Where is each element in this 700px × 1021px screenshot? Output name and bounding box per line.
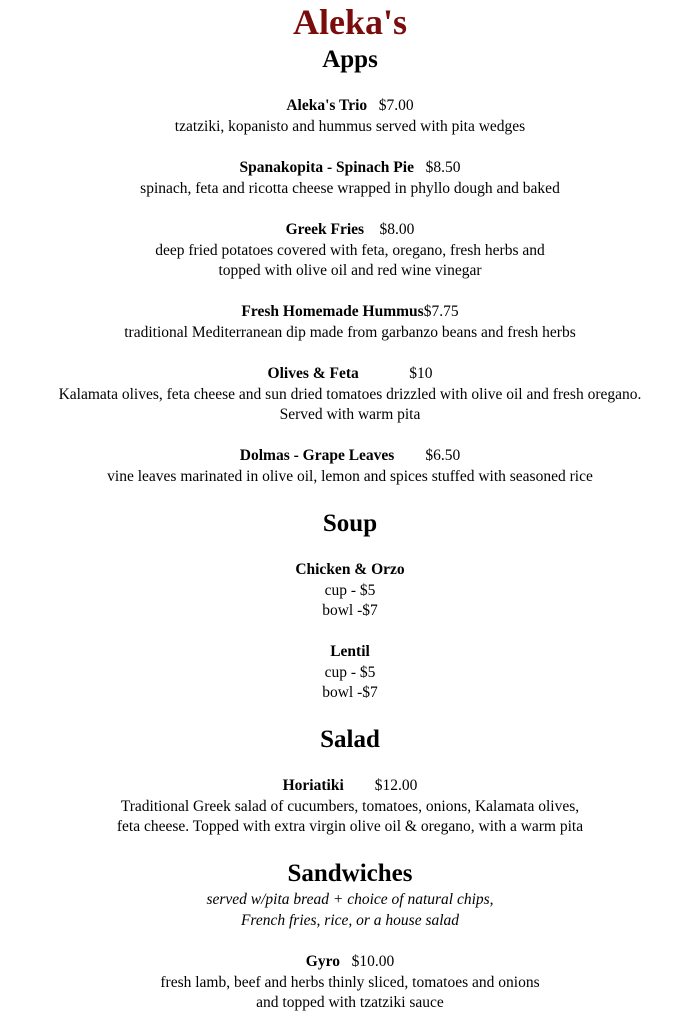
item-price: $7.75 [423,303,459,320]
item-description: fresh lamb, beef and herbs thinly sliced, tomatoes and onions [160,973,540,991]
item-description: vine leaves marinated in olive oil, lemon and spices stuffed with seasoned rice [107,467,593,485]
item-price: $6.50 [425,447,461,464]
section-title-sandwiches: Sandwiches [287,860,413,887]
item-description: topped with olive oil and red wine vinegar [218,262,482,279]
item-description: Kalamata olives, feta cheese and sun dried tomatoes drizzled with olive oil and fresh oregano. [58,385,642,403]
item-price: $10 [409,365,433,382]
menu-item-alekas-trio [0,96,700,137]
sandwiches-note [0,890,700,931]
menu-item-greek-fries [0,220,700,282]
item-name: Aleka's Trio [286,97,368,114]
section-title-salad: Salad [320,726,380,753]
item-description: spinach, feta and ricotta cheese wrapped in phyllo dough and baked [140,179,560,197]
item-price: $7.00 [378,97,414,114]
item-name: Chicken & Orzo [295,561,405,578]
item-size-cup: cup - $5 [324,663,376,681]
menu-item-horiatiki [0,776,700,838]
menu-item-gyro [0,952,700,1014]
item-size-bowl: bowl -$7 [322,684,378,701]
item-size-bowl: bowl -$7 [322,602,378,619]
item-price: $8.00 [379,221,415,238]
item-name: Dolmas - Grape Leaves [239,447,395,464]
item-price: $8.50 [425,159,461,176]
restaurant-name: Aleka's [292,2,407,42]
item-description: Served with warm pita [279,406,421,423]
section-title-apps: Apps [322,46,378,73]
item-name: Greek Fries [285,221,365,238]
item-name: Gyro [305,953,340,970]
item-price: $12.00 [374,777,418,794]
note-line: French fries, rice, or a house salad [240,911,460,929]
note-line: served w/pita bread + choice of natural chips, [206,891,494,908]
item-name: Fresh Homemade Hummus [241,303,424,320]
item-description: and topped with tzatziki sauce [256,994,444,1011]
item-description: tzatziki, kopanisto and hummus served with pita wedges [174,117,526,135]
menu-item-lentil [0,642,700,704]
menu-item-spanakopita [0,158,700,199]
menu-item-hummus [0,302,700,343]
item-description: traditional Mediterranean dip made from garbanzo beans and fresh herbs [124,323,576,341]
item-name: Spanakopita - Spinach Pie [239,159,414,176]
item-name: Olives & Feta [267,365,359,382]
item-description: Traditional Greek salad of cucumbers, tomatoes, onions, Kalamata olives, [120,797,580,815]
item-name: Horiatiki [282,777,344,794]
item-description: feta cheese. Topped with extra virgin olive oil & oregano, with a warm pita [116,818,584,835]
menu-item-olives-feta [0,364,700,426]
item-name: Lentil [330,643,370,660]
item-description: deep fried potatoes covered with feta, oregano, fresh herbs and [155,241,545,259]
item-price: $10.00 [351,953,395,970]
section-title-soup: Soup [322,510,378,537]
menu-item-chicken-orzo [0,560,700,622]
item-size-cup: cup - $5 [324,581,376,599]
menu-item-dolmas [0,446,700,487]
